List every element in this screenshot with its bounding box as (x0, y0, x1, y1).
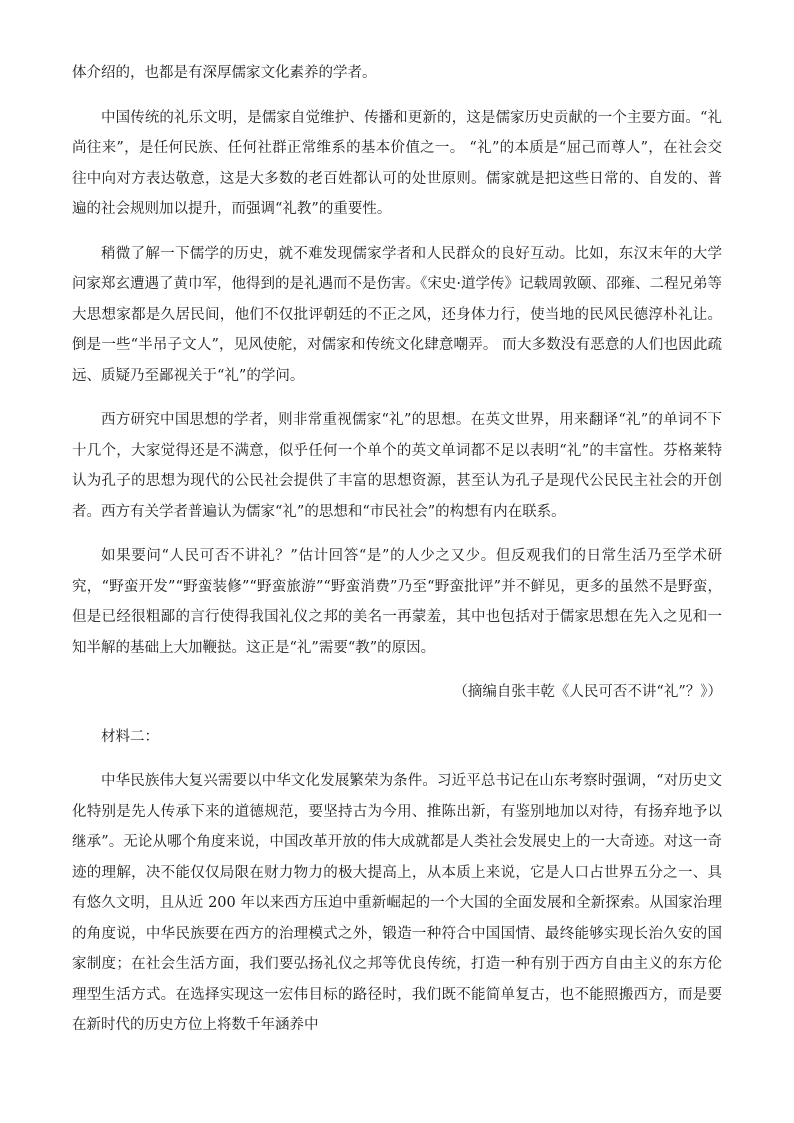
paragraph-3: 西方研究中国思想的学者，则非常重视儒家“礼”的思想。在英文世界，用来翻译“礼”的单词不下十几个，大家觉得还是不满意，似乎任何一个单个的英文单词都不足以表明“礼”的丰富性。芬格莱特认为孔子的思想为现代的公民社会提供了丰富的思想资源，甚至认为孔子是现代公民民主社会的开创者。西方有关学者普遍认为儒家“礼”的思想和“市民社会”的构想有内在联系。 (72, 412, 722, 520)
paragraph-2: 稍微了解一下儒学的历史，就不难发现儒家学者和人民群众的良好互动。比如，东汉末年的大学问家郑玄遭遇了黄巾军，他得到的是礼遇而不是伤害。《宋史·道学传》记载周敦颐、邵雍、二程兄弟等大思想家都是久居民间，他们不仅批评朝廷的不正之风，还身体力行，使当地的民风民德淳朴礼让。倒是一些“半吊子文人”，见风使舵，对儒家和传统文化肆意嘲弄。 而大多数没有恶意的人们也因此疏远、质疑乃至鄙视关于“礼”的学问。 (72, 245, 722, 384)
paragraph-1: 中国传统的礼乐文明，是儒家自觉维护、传播和更新的，这是儒家历史贡献的一个主要方面。“礼尚往来”，是任何民族、任何社群正常维系的基本价值之一。 “礼”的本质是“屈己而尊人”，在社会交往中向对方表达敬意，这是大多数的老百姓都认可的处世原则。儒家就是把这些日常的、自发的、普遍的社会规则加以提升，而强调“礼教”的重要性。 (72, 109, 722, 217)
source-citation: （摘编自张丰乾《人民可否不讲“礼”？》） (453, 684, 722, 700)
material-two-heading: 材料二： (101, 728, 159, 745)
paragraph-5: 中华民族伟大复兴需要以中华文化发展繁荣为条件。习近平总书记在山东考察时强调，“对历史文化特别是先人传承下来的道德规范，要坚持古为今用、推陈出新，有鉴别地加以对待，有扬弃地予以继承”。无论从哪个角度来说，中国改革开放的伟大成就都是人类社会发展史上的一大奇迹。对这一奇迹的理解，决不能仅仅局限在财力物力的极大提高上，从本质上来说，它是人口占世界五分之一、具有悠久文明，且从近 200 年以来西方压迫中重新崛起的一个大国的全面发展和全新探索。从国家治理的角度说，中华民族要在西方的治理模式之外，锻造一种符合中国国情、最终能够实现长治久安的国家制度；在社会生活方面，我们要弘扬礼仪之邦等优良传统，打造一种有别于西方自由主义的东方伦理型生活方式。在选择实现这一宏伟目标的路径时，我们既不能简单复古，也不能照搬西方，而是要在新时代的历史方位上将数千年涵养中 (72, 773, 722, 1033)
paragraph-0: 体介绍的，也都是有深厚儒家文化素养的学者。 (72, 65, 377, 81)
paragraph-4: 如果要问“人民可否不讲礼？”估计回答“是”的人少之又少。但反观我们的日常生活乃至学术研究，“野蛮开发”“野蛮装修”“野蛮旅游”“野蛮消费”乃至“野蛮批评”并不鲜见，更多的虽然不是野蛮，但是已经很粗鄙的言行使得我国礼仪之邦的美名一再蒙羞，其中也包括对于儒家思想在先入之见和一知半解的基础上大加鞭挞。这正是“礼”需要“教”的原因。 (72, 548, 722, 656)
